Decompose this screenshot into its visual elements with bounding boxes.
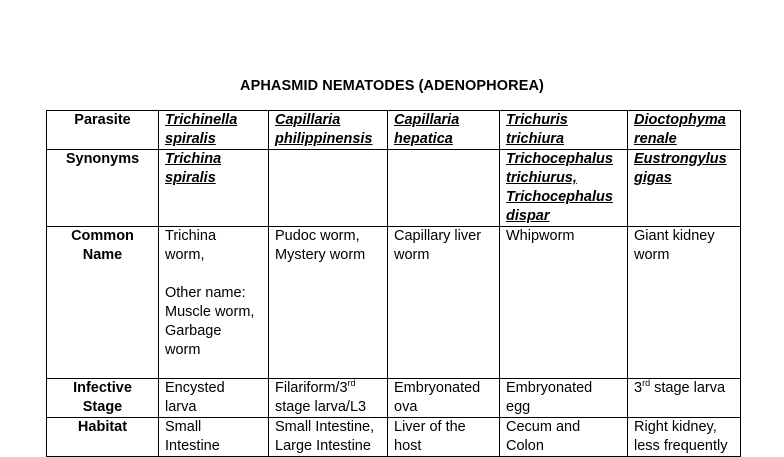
common-name-cell [500, 227, 628, 379]
synonym-line: gigas [634, 170, 672, 186]
text-line: larva [165, 399, 197, 415]
species-name: trichiura [506, 131, 565, 147]
table-row-parasite [47, 111, 741, 150]
synonym-cell [159, 150, 269, 227]
genus-name: Trichinella [165, 112, 238, 128]
genus-name: Trichuris [506, 112, 568, 128]
line-gap [165, 265, 262, 284]
text-line: Whipworm [506, 228, 575, 244]
text-line: worm [394, 247, 430, 263]
genus-name: Capillaria [275, 112, 341, 128]
text-line: Intestine [165, 438, 220, 454]
text-line: Mystery worm [275, 247, 366, 263]
common-name-cell [269, 227, 388, 379]
row-label-common-name [47, 227, 159, 379]
text-line: Encysted [165, 380, 225, 396]
header-cell [388, 111, 500, 150]
text-line: Trichina [165, 228, 217, 244]
synonym-cell-empty [388, 150, 500, 227]
infective-stage-cell [500, 379, 628, 418]
infective-stage-cell [159, 379, 269, 418]
text-line: Muscle worm, [165, 304, 255, 320]
synonym-line: trichiurus, [506, 170, 577, 186]
text-line: less frequently [634, 438, 728, 454]
table-row-synonyms [47, 150, 741, 227]
species-name: spiralis [165, 131, 216, 147]
text-line: Liver of the [394, 419, 466, 435]
text-line: worm, [165, 247, 205, 263]
text-line: Garbage [165, 323, 222, 339]
common-name-cell [388, 227, 500, 379]
genus-name: Dioctophyma [634, 112, 726, 128]
synonym-cell-empty [269, 150, 388, 227]
species-name: philippinensis [275, 131, 373, 147]
habitat-cell [269, 418, 388, 457]
synonym-cell [500, 150, 628, 227]
infective-stage-cell [269, 379, 388, 418]
text-line: host [394, 438, 422, 454]
table-row-habitat [47, 418, 741, 457]
text-line: Embryonated [506, 380, 593, 396]
infective-stage-cell [388, 379, 500, 418]
superscript: rd [347, 378, 356, 389]
infective-stage-cell [628, 379, 741, 418]
row-label-habitat: Habitat [47, 418, 159, 457]
header-cell [159, 111, 269, 150]
text-line: Right kidney, [634, 419, 717, 435]
text-fragment: Filariform/3 [275, 380, 348, 396]
habitat-cell [159, 418, 269, 457]
text-line: Embryonated [394, 380, 481, 396]
label-line: Name [82, 247, 123, 263]
text-line: ova [394, 399, 418, 415]
synonym-line: dispar [506, 208, 550, 224]
text-line: Pudoc worm, [275, 228, 360, 244]
habitat-cell [628, 418, 741, 457]
text-line [634, 379, 734, 398]
text-line: egg [506, 399, 531, 415]
label-line: Common [71, 228, 134, 244]
text-line: Large Intestine [275, 438, 371, 454]
common-name-cell [628, 227, 741, 379]
habitat-cell [500, 418, 628, 457]
label-line: Stage [82, 399, 123, 415]
text-fragment: stage larva [650, 380, 726, 396]
genus-name: Capillaria [394, 112, 460, 128]
table-row-infective-stage [47, 379, 741, 418]
text-line: worm [165, 342, 201, 358]
header-cell [269, 111, 388, 150]
table-row-common-name [47, 227, 741, 379]
synonym-line: Trichocephalus [506, 151, 613, 167]
label-line: Infective [73, 380, 132, 396]
species-name: renale [634, 131, 677, 147]
header-cell [500, 111, 628, 150]
text-line: Giant kidney [634, 228, 715, 244]
superscript: rd [642, 378, 651, 389]
text-line: worm [634, 247, 670, 263]
parasite-table [46, 110, 741, 457]
synonym-cell [628, 150, 741, 227]
row-label-synonyms: Synonyms [47, 150, 159, 227]
habitat-cell [388, 418, 500, 457]
species-name: hepatica [394, 131, 453, 147]
text-line: Capillary liver [394, 228, 482, 244]
synonym-line: Trichina [165, 151, 222, 167]
synonym-line: spiralis [165, 170, 216, 186]
header-cell [628, 111, 741, 150]
text-fragment: 3 [634, 380, 643, 396]
row-label-infective-stage [47, 379, 159, 418]
text-line: Other name: [165, 285, 246, 301]
slide-title: APHASMID NEMATODES (ADENOPHOREA) [240, 78, 544, 94]
synonym-line: Trichocephalus [506, 189, 613, 205]
text-line [275, 379, 381, 398]
text-line: Small [165, 419, 202, 435]
text-line: Cecum and [506, 419, 581, 435]
row-label-parasite: Parasite [47, 111, 159, 150]
common-name-cell [159, 227, 269, 379]
text-line: Colon [506, 438, 544, 454]
text-line: stage larva/L3 [275, 399, 367, 415]
synonym-line: Eustrongylus [634, 151, 727, 167]
text-line: Small Intestine, [275, 419, 375, 435]
